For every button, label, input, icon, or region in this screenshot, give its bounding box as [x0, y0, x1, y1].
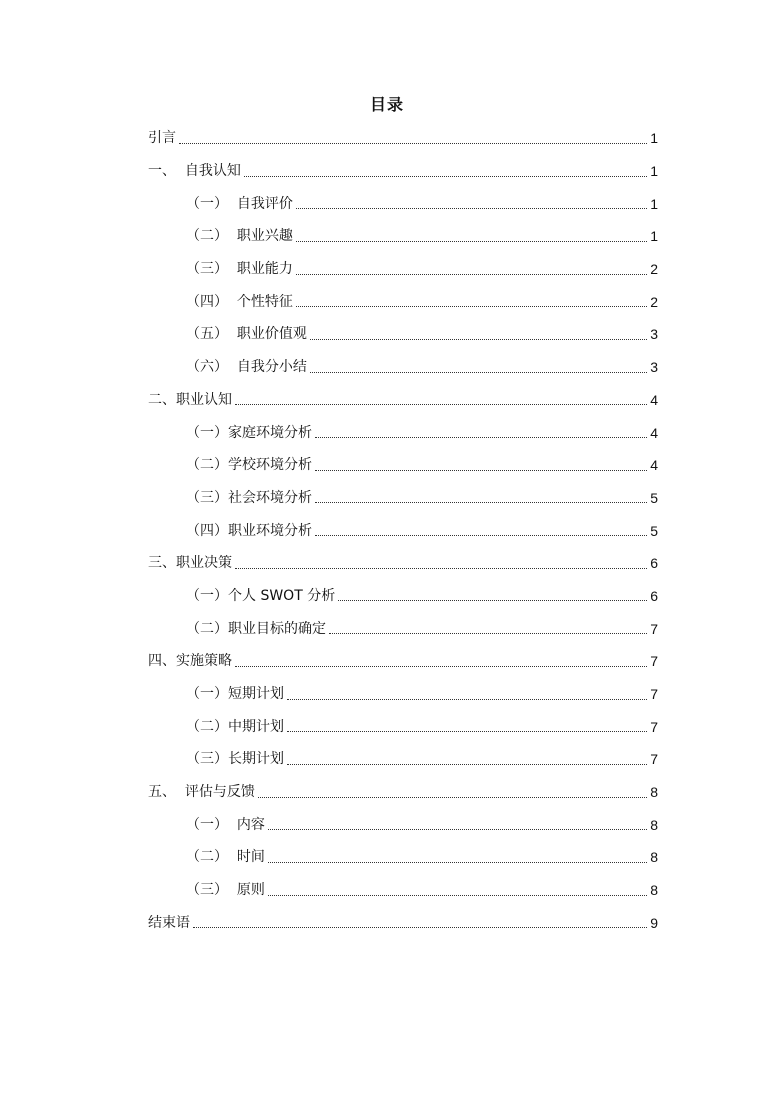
- toc-dot-leader: [287, 699, 647, 700]
- toc-dot-leader: [310, 372, 647, 373]
- toc-entry[interactable]: [148, 187, 658, 220]
- toc-dot-leader: [329, 633, 647, 634]
- toc-page-number: 8: [650, 816, 658, 833]
- toc-entry[interactable]: [148, 612, 658, 645]
- toc-entry-label: （三）长期计划: [186, 751, 284, 768]
- toc-entry-label: （二）职业目标的确定: [186, 620, 326, 637]
- toc-dot-leader: [235, 568, 647, 569]
- toc-entry-label: （二）学校环境分析: [186, 457, 312, 474]
- toc-entry[interactable]: [148, 547, 658, 580]
- toc-entry-label: 四、实施策略: [148, 653, 232, 670]
- toc-entry-label: （二）中期计划: [186, 718, 284, 735]
- toc-page-number: 5: [650, 489, 658, 506]
- toc-entry-label: 引言: [148, 130, 176, 147]
- toc-entry-label: （一）家庭环境分析: [186, 424, 312, 441]
- toc-entry-label: 一、 自我认知: [148, 163, 241, 180]
- toc-entry-label: 结束语: [148, 914, 190, 931]
- toc-page-number: 5: [650, 522, 658, 539]
- toc-entry[interactable]: [148, 253, 658, 286]
- toc-dot-leader: [268, 862, 647, 863]
- toc-page-number: 3: [650, 359, 658, 376]
- toc-dot-leader: [268, 895, 647, 896]
- toc-page-number: 2: [650, 261, 658, 278]
- toc-entry-label: （二） 时间: [186, 849, 265, 866]
- toc-page-number: 4: [650, 424, 658, 441]
- toc-entry[interactable]: [148, 743, 658, 776]
- toc-entry[interactable]: [148, 678, 658, 711]
- toc-dot-leader: [268, 829, 647, 830]
- toc-dot-leader: [296, 241, 647, 242]
- toc-page-number: 7: [650, 686, 658, 703]
- toc-title: 目录: [369, 95, 404, 114]
- toc-entry-label: （一）短期计划: [186, 686, 284, 703]
- toc-entry[interactable]: [148, 874, 658, 907]
- toc-page-number: 1: [650, 228, 658, 245]
- toc-dot-leader: [287, 731, 647, 732]
- toc-entry-label: （四）职业环境分析: [186, 522, 312, 539]
- toc-page-number: 3: [650, 326, 658, 343]
- toc-entry[interactable]: [148, 580, 658, 613]
- toc-page-number: 2: [650, 293, 658, 310]
- toc-entry-label: （三） 原则: [186, 882, 265, 899]
- toc-entry[interactable]: [148, 384, 658, 417]
- toc-page-number: 1: [650, 130, 658, 147]
- toc-entry-label: 五、 评估与反馈: [148, 784, 255, 801]
- toc-entry-label: （一） 自我评价: [186, 195, 293, 212]
- toc-entry-label: 二、职业认知: [148, 391, 232, 408]
- toc-entry[interactable]: [148, 808, 658, 841]
- toc-entry-label: （三） 职业能力: [186, 261, 293, 278]
- toc-dot-leader: [235, 666, 647, 667]
- toc-dot-leader: [315, 470, 647, 471]
- toc-page-number: 6: [650, 555, 658, 572]
- toc-entry-label: 三、职业决策: [148, 555, 232, 572]
- toc-dot-leader: [296, 208, 647, 209]
- toc-entry-label: （一） 内容: [186, 816, 265, 833]
- toc-entry[interactable]: [148, 220, 658, 253]
- toc-page-number: 8: [650, 849, 658, 866]
- toc-dot-leader: [315, 502, 647, 503]
- toc-page-number: 4: [650, 457, 658, 474]
- toc-page-number: 1: [650, 163, 658, 180]
- toc-entry[interactable]: [148, 122, 658, 155]
- toc-dot-leader: [296, 274, 647, 275]
- toc-entry[interactable]: [148, 318, 658, 351]
- toc-entry[interactable]: [148, 710, 658, 743]
- toc-entry-label: （四） 个性特征: [186, 293, 293, 310]
- toc-entry[interactable]: [148, 841, 658, 874]
- toc-page-number: 8: [650, 784, 658, 801]
- toc-entry[interactable]: [148, 449, 658, 482]
- toc-dot-leader: [179, 143, 647, 144]
- toc-dot-leader: [244, 176, 647, 177]
- toc-entry[interactable]: [148, 907, 658, 940]
- toc-dot-leader: [258, 797, 647, 798]
- toc-page-number: 6: [650, 587, 658, 604]
- toc-dot-leader: [310, 339, 647, 340]
- toc-entry-label: （一）个人 SWOT 分析: [186, 587, 336, 604]
- toc-dot-leader: [193, 927, 647, 928]
- toc-page-number: 8: [650, 882, 658, 899]
- toc-entry-label: （六） 自我分小结: [186, 359, 307, 376]
- toc-page-number: 7: [650, 718, 658, 735]
- toc-dot-leader: [296, 306, 647, 307]
- toc-page-number: 1: [650, 195, 658, 212]
- toc-dot-leader: [338, 600, 647, 601]
- toc-page-number: 7: [650, 653, 658, 670]
- toc-entry[interactable]: [148, 155, 658, 188]
- toc-entry[interactable]: [148, 645, 658, 678]
- toc-dot-leader: [235, 404, 647, 405]
- toc-entry[interactable]: [148, 285, 658, 318]
- toc-page-number: 4: [650, 391, 658, 408]
- toc-entry-label: （二） 职业兴趣: [186, 228, 293, 245]
- toc-dot-leader: [315, 535, 647, 536]
- toc-entry[interactable]: [148, 351, 658, 384]
- toc-entry-label: （三）社会环境分析: [186, 489, 312, 506]
- toc-page-number: 7: [650, 751, 658, 768]
- toc-page-number: 9: [650, 914, 658, 931]
- toc-entry[interactable]: [148, 416, 658, 449]
- toc-list: [148, 122, 658, 939]
- toc-dot-leader: [315, 437, 647, 438]
- toc-page-number: 7: [650, 620, 658, 637]
- toc-dot-leader: [287, 764, 647, 765]
- toc-entry-label: （五） 职业价值观: [186, 326, 307, 343]
- toc-entry[interactable]: [148, 514, 658, 547]
- toc-entry[interactable]: [148, 482, 658, 515]
- toc-entry[interactable]: [148, 776, 658, 809]
